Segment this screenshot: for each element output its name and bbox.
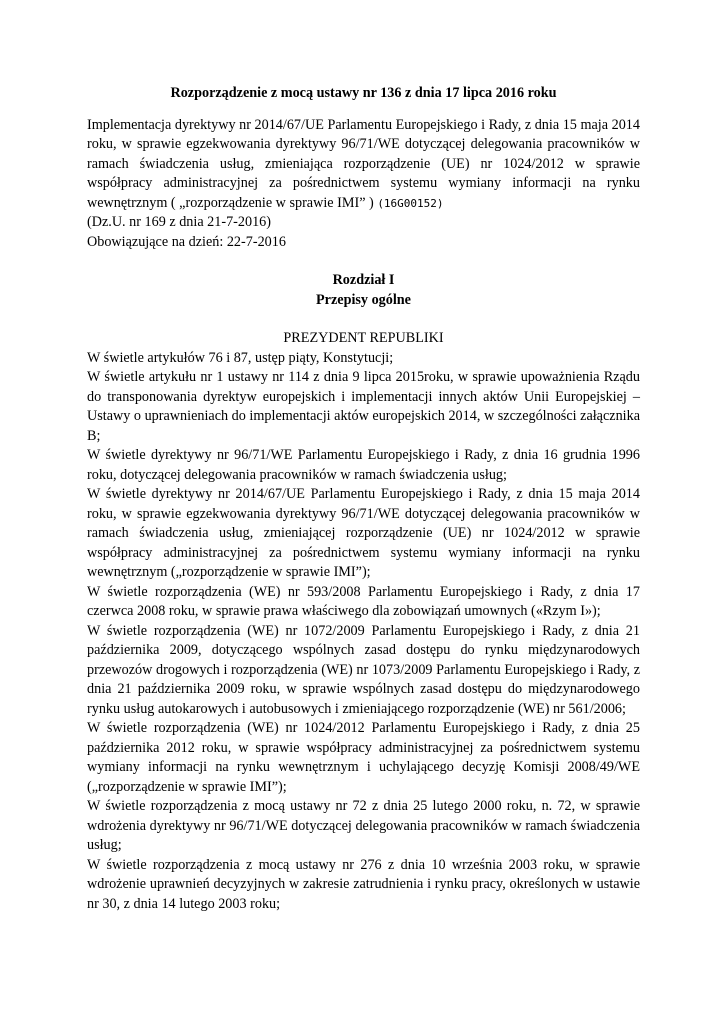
in-force-date: Obowiązujące na dzień: 22-7-2016 [87,233,286,250]
intro-paragraph [87,116,640,214]
chapter-heading [87,271,640,310]
document-title: Rozporządzenie z mocą ustawy nr 136 z dnia 17 lipca 2016 roku [170,85,557,101]
chapter-title: Przepisy ogólne [316,291,411,308]
document-page [87,84,640,914]
clause-6: W świetle rozporządzenia (WE) nr 1072/2009 Parlamentu Europejskiego i Rady, z dnia 21 października 2009, dotyczącego wspólnych zasad dostępu do rynku międzynarodowych przewozów drogowych i rozporządzenia (WE) nr 1073/2009 Parlamentu Europejskiego i Rady, z dnia 21 października 2009 roku, w sprawie wspólnych zasad dostępu do międzynarodowego rynku usług autokarowych i autobusowych i zmieniającego rozporządzenie (WE) nr 561/2006; [87,622,640,717]
clause-7: W świetle rozporządzenia (WE) nr 1024/2012 Parlamentu Europejskiego i Rady, z dnia 25 października 2012 roku, w sprawie współpracy administracyjnej za pośrednictwem systemu wymiany informacji na rynku wewnętrznym i uchylającego decyzję Komisji 2008/49/WE („rozporządzenie w sprawie IMI”); [87,720,640,795]
intro-text: Implementacja dyrektywy nr 2014/67/UE Parlamentu Europejskiego i Rady, z dnia 15 maja 2014 roku, w sprawie egzekwowania dyrektywy 96/71/WE dotyczącej delegowania pracowników w ramach świadczenia usług, zmieniająca rozporządzenie (UE) nr 1024/2012 w sprawie współpracy administracyjnej za pośrednictwem systemu wymiany informacji na rynku wewnętrznym ( „rozporządzenie w sprawie IMI” ) [87,116,640,211]
clause-5: W świetle rozporządzenia (WE) nr 593/2008 Parlamentu Europejskiego i Rady, z dnia 17 czerwca 2008 roku, w sprawie prawa właściwego dla zobowiązań umownych («Rzym I»); [87,583,640,619]
publication-reference: (Dz.U. nr 169 z dnia 21-7-2016) [87,214,271,230]
clause-8: W świetle rozporządzenia z mocą ustawy nr 72 z dnia 25 lutego 2000 roku, n. 72, w sprawie wdrożenia dyrektywy nr 96/71/WE dotyczącej delegowania pracowników w ramach świadczenia usług; [87,798,640,853]
president-heading: PREZYDENT REPUBLIKI [283,330,444,346]
clause-1: W świetle artykułów 76 i 87, ustęp piąty, Konstytucji; [87,349,394,366]
clause-4: W świetle dyrektywy nr 2014/67/UE Parlamentu Europejskiego i Rady, z dnia 15 maja 2014 roku, w sprawie egzekwowania dyrektywy 96/71/WE dotyczącej delegowania pracowników w ramach świadczenia usług, zmieniającej rozporządzenie (UE) nr 1024/2012 w sprawie współpracy administracyjnej za pośrednictwem systemu wymiany informacji na rynku wewnętrznym („rozporządzenie w sprawie IMI”); [87,486,640,580]
document-code: (16G00152) [377,196,444,210]
clause-2: W świetle artykułu nr 1 ustawy nr 114 z dnia 9 lipca 2015roku, w sprawie upoważnienia Rządu do transponowania dyrektyw europejskich i implementacji innych aktów Unii Europejskiej – Ustawy o uprawnieniach do implementacji aktów europejskich 2014, w szczególności załącznika B; [87,369,640,444]
clause-3: W świetle dyrektywy nr 96/71/WE Parlamentu Europejskiego i Rady, z dnia 16 grudnia 1996 roku, dotyczącej delegowania pracowników w ramach świadczenia usług; [87,447,640,483]
chapter-number: Rozdział I [332,272,395,288]
clause-9: W świetle rozporządzenia z mocą ustawy nr 276 z dnia 10 września 2003 roku, w sprawie wdrożenie uprawnień decyzyjnych w zakresie zatrudnienia i rynku pracy, określonych w ustawie nr 30, z dnia 14 lutego 2003 roku; [87,856,640,912]
